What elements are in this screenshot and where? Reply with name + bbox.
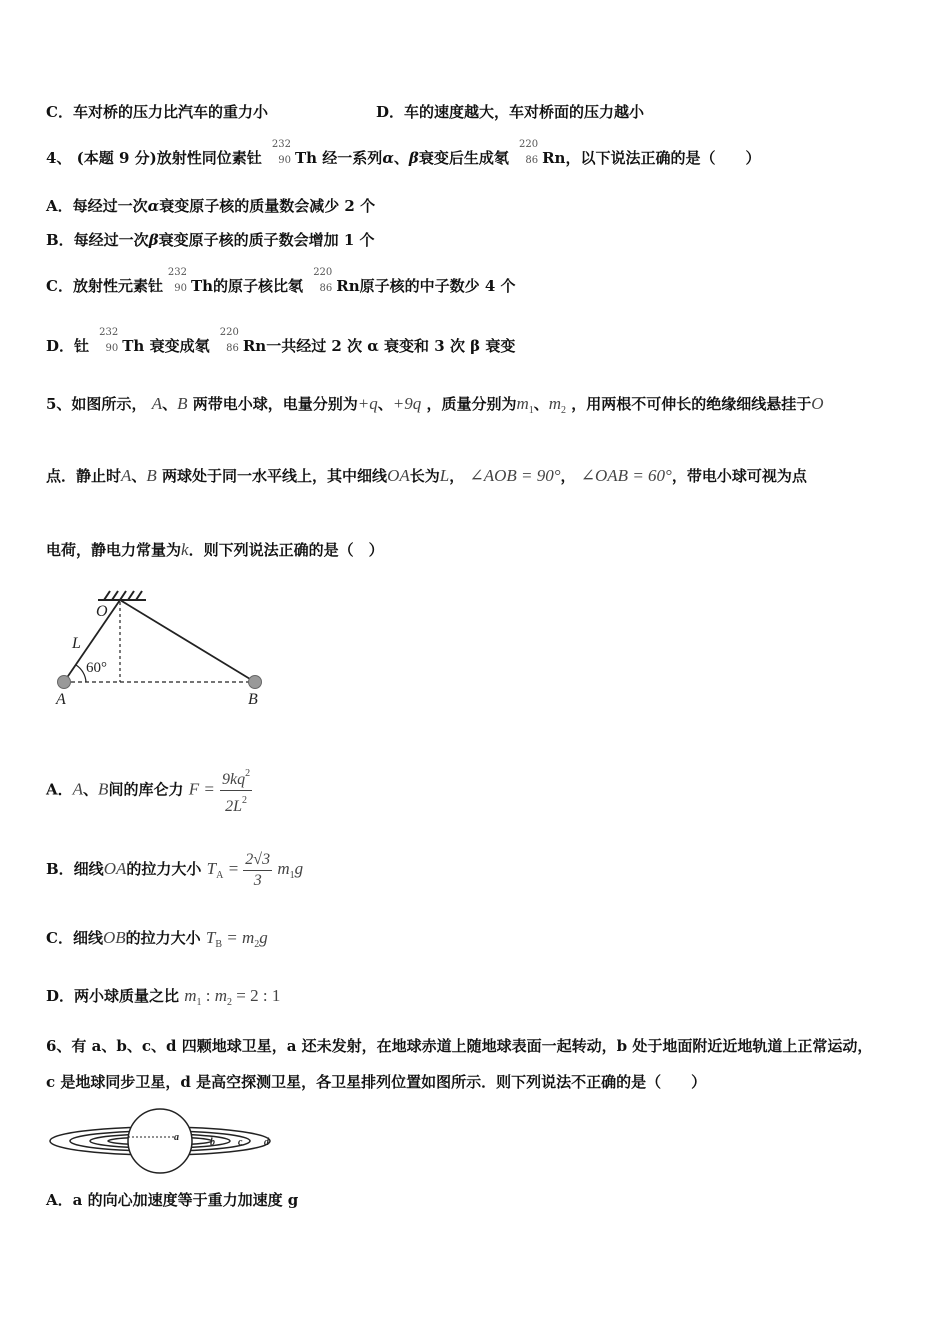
label-d: d xyxy=(264,1137,269,1148)
q6-orbit-figure xyxy=(46,1108,286,1174)
q4-option-b: B．每经过一次β衰变原子核的质子数会增加 1 个 xyxy=(46,231,375,249)
q5-option-d: D．两小球质量之比 $m_1$ : $m_2 = 2$ : 1 xyxy=(46,986,281,1008)
ball-a xyxy=(58,676,71,689)
label-b: B xyxy=(248,691,258,708)
q6-stem-line1: 6、有 a、b、c、d 四颗地球卫星，a 还未发射，在地球赤道上随地球表面一起转动，b 处于地面附近近地轨道上正常运动， xyxy=(46,1037,873,1055)
label-a: A xyxy=(56,691,66,708)
q4-option-d: D．钍 232 90 Th 衰变成氡 220 86 Rn一共经过 2 次 α 衰变和 3 次 β 衰变 xyxy=(46,327,516,355)
q5-stem-line3: 电荷，静电力常量为k．则下列说法正确的是（ ） xyxy=(46,540,384,559)
q4-option-a: A．每经过一次α衰变原子核的质量数会减少 2 个 xyxy=(46,197,376,215)
q5-stem-line1: 5、如图所示， A、B 两带电小球，电量分别为+q、+9q ，质量分别为$m_1$、$m_2$ ，用两根不可伸长的绝缘细线悬挂于O xyxy=(46,394,824,416)
label-60: 60° xyxy=(86,660,107,676)
label-l: L xyxy=(72,635,81,652)
q5-option-a: A．A、B间的库仑力 F = $\frac{9kq^2}{2L^2}$ xyxy=(46,764,252,817)
q5-figure xyxy=(50,588,280,713)
ball-b xyxy=(249,676,262,689)
ceiling-hatch xyxy=(98,591,146,600)
string-ob xyxy=(120,600,255,682)
earth xyxy=(128,1109,192,1173)
label-c: c xyxy=(238,1137,243,1148)
q5-stem-line2: 点．静止时A、B 两球处于同一水平线上，其中细线OA长为L， ∠AOB = 90°， ∠OAB = 60°，带电小球可视为点 xyxy=(46,466,807,485)
thorium-isotope: 232 90 xyxy=(271,139,291,166)
label-a: a xyxy=(174,1132,179,1143)
label-b: b xyxy=(210,1137,215,1148)
q3-option-c: C．车对桥的压力比汽车的重力小 xyxy=(46,103,268,121)
radon-isotope: 220 86 xyxy=(519,139,539,166)
q5-option-c: C．细线OB的拉力大小 $T_B = m_2g$ xyxy=(46,928,268,950)
angle-arc xyxy=(76,665,86,682)
q6-option-a: A．a 的向心加速度等于重力加速度 g xyxy=(46,1191,299,1209)
q6-stem-line2: c 是地球同步卫星，d 是高空探测卫星，各卫星排列位置如图所示．则下列说法不正确的是（ ） xyxy=(46,1073,707,1091)
q4-stem: 4、 (本题 9 分)放射性同位素钍 232 90 Th 经一系列α、β衰变后生成氡 220 86 Rn，以下说法正确的是（ ） xyxy=(46,139,761,167)
q4-option-c: C．放射性元素钍 232 90 Th的原子核比氡 220 86 Rn原子核的中子数少 4 个 xyxy=(46,267,516,295)
q5-option-b: B．细线OA的拉力大小 $T_A$ = $\frac{2√3}{3}$ $m_1g$ xyxy=(46,850,304,889)
q3-option-d: D．车的速度越大，车对桥面的压力越小 xyxy=(376,103,645,121)
label-o: O xyxy=(96,603,108,620)
